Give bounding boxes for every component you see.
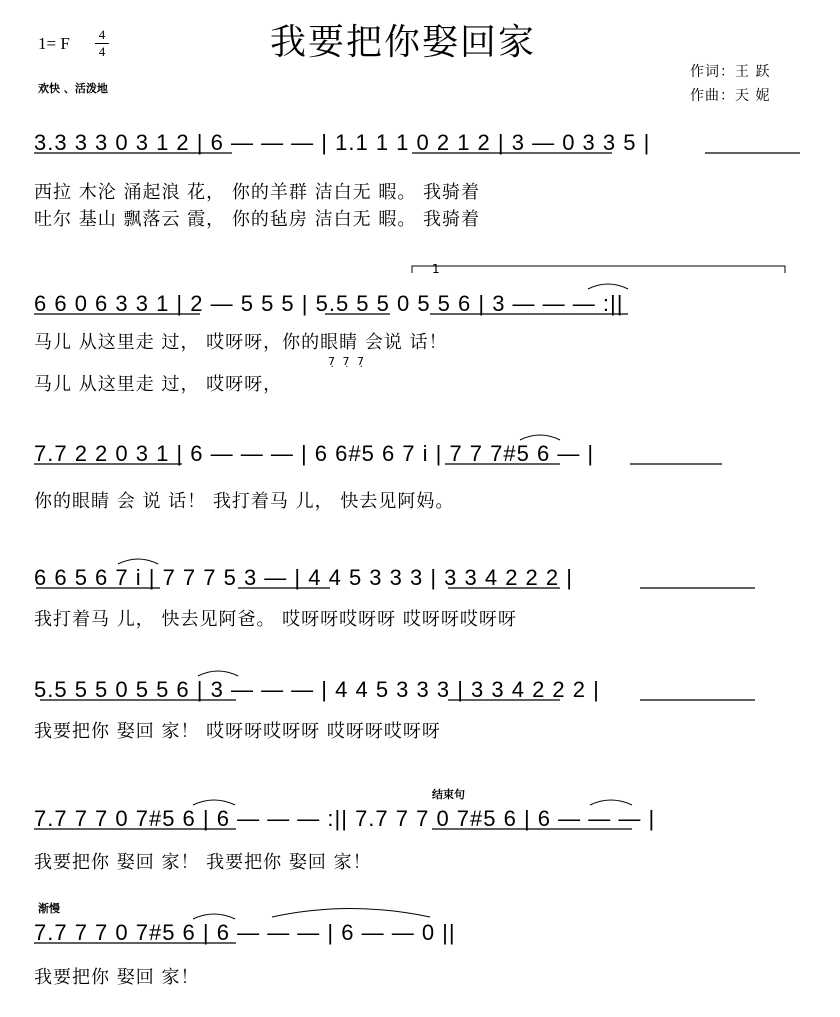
volta-number: 1 bbox=[432, 262, 440, 276]
notation-line-2: 6 6 0 6 3 3 1 | 2 — 5 5 5 | 5.5 5 5 0 5 5 6 | 3 — — — :|| bbox=[34, 291, 624, 316]
lyrics-line-1-verse-2: 吐尔 基山 飘落云 霞， 你的毡房 洁白无 暇。 我骑着 bbox=[34, 209, 481, 230]
notation-line-5: 5.5 5 5 0 5 5 6 | 3 — — — | 4 4 5 3 3 3 | 3 3 4 2 2 2 | bbox=[34, 677, 600, 702]
lyrics-line-1-verse-1: 西拉 木沦 涌起浪 花， 你的羊群 洁白无 暇。 我骑着 bbox=[34, 182, 481, 203]
coda-label: 结束句 bbox=[432, 788, 465, 801]
lyrics-line-2-verse-2: 马儿 从这里走 过， 哎呀呀， bbox=[34, 374, 283, 395]
lyrics-line-3: 你的眼睛 会 说 话！ 我打着马 儿， 快去见阿妈。 bbox=[34, 491, 455, 512]
notation-line-3: 7.7 2 2 0 3 1 | 6 — — — | 6 6#5 6 7 i | 7 7 7#5 6 — | bbox=[34, 441, 595, 466]
lyrics-line-5: 我要把你 娶回 家！ 哎呀呀哎呀呀 哎呀呀哎呀呀 bbox=[34, 721, 441, 742]
tempo-marking: 欢快 、活泼地 bbox=[38, 82, 108, 95]
slur-row-4 bbox=[118, 559, 158, 564]
lyrics-line-4: 我打着马 儿， 快去见阿爸。 哎呀呀哎呀呀 哎呀呀哎呀呀 bbox=[34, 609, 517, 630]
ritardando-label: 渐慢 bbox=[38, 902, 60, 915]
volta-bracket bbox=[412, 266, 785, 273]
time-signature bbox=[95, 28, 109, 59]
alternate-notes: 7̣ 7̣ 7̣ bbox=[328, 355, 366, 368]
tie-row-7 bbox=[272, 909, 430, 918]
slur-row-5 bbox=[198, 671, 238, 676]
time-signature-top: 4 bbox=[98, 27, 106, 42]
slur-row-6a bbox=[193, 800, 235, 805]
time-signature-bottom: 4 bbox=[98, 44, 106, 59]
slur-row-7a bbox=[193, 914, 235, 919]
key-signature: 1= F bbox=[38, 34, 70, 53]
lyrics-line-2-verse-1: 马儿 从这里走 过， 哎呀呀，你的眼睛 会说 话！ bbox=[34, 332, 448, 353]
notation-line-4: 6 6 5 6 7 i | 7 7 7 5 3 — | 4 4 5 3 3 3 | 3 3 4 2 2 2 | bbox=[34, 565, 573, 590]
lyricist-credit: 作词：王 跃 bbox=[690, 64, 771, 80]
notation-line-6: 7.7 7 7 0 7#5 6 | 6 — — — :|| 7.7 7 7 0 7#5 6 | 6 — — — | bbox=[34, 806, 656, 831]
notation-line-7: 7.7 7 7 0 7#5 6 | 6 — — — | 6 — — 0 || bbox=[34, 920, 456, 945]
slur-row-6b bbox=[590, 800, 632, 805]
slur-row-2 bbox=[588, 284, 628, 289]
slur-row-3 bbox=[520, 435, 560, 440]
notation-line-1: 3.3 3 3 0 3 1 2 | 6 — — — | 1.1 1 1 0 2 1 2 | 3 — 0 3 3 5 | bbox=[34, 130, 651, 155]
page-title: 我要把你娶回家 bbox=[270, 22, 537, 63]
lyrics-line-6: 我要把你 娶回 家！ 我要把你 娶回 家！ bbox=[34, 852, 372, 873]
composer-credit: 作曲：天 妮 bbox=[690, 88, 771, 104]
lyrics-line-7: 我要把你 娶回 家！ bbox=[34, 967, 200, 988]
